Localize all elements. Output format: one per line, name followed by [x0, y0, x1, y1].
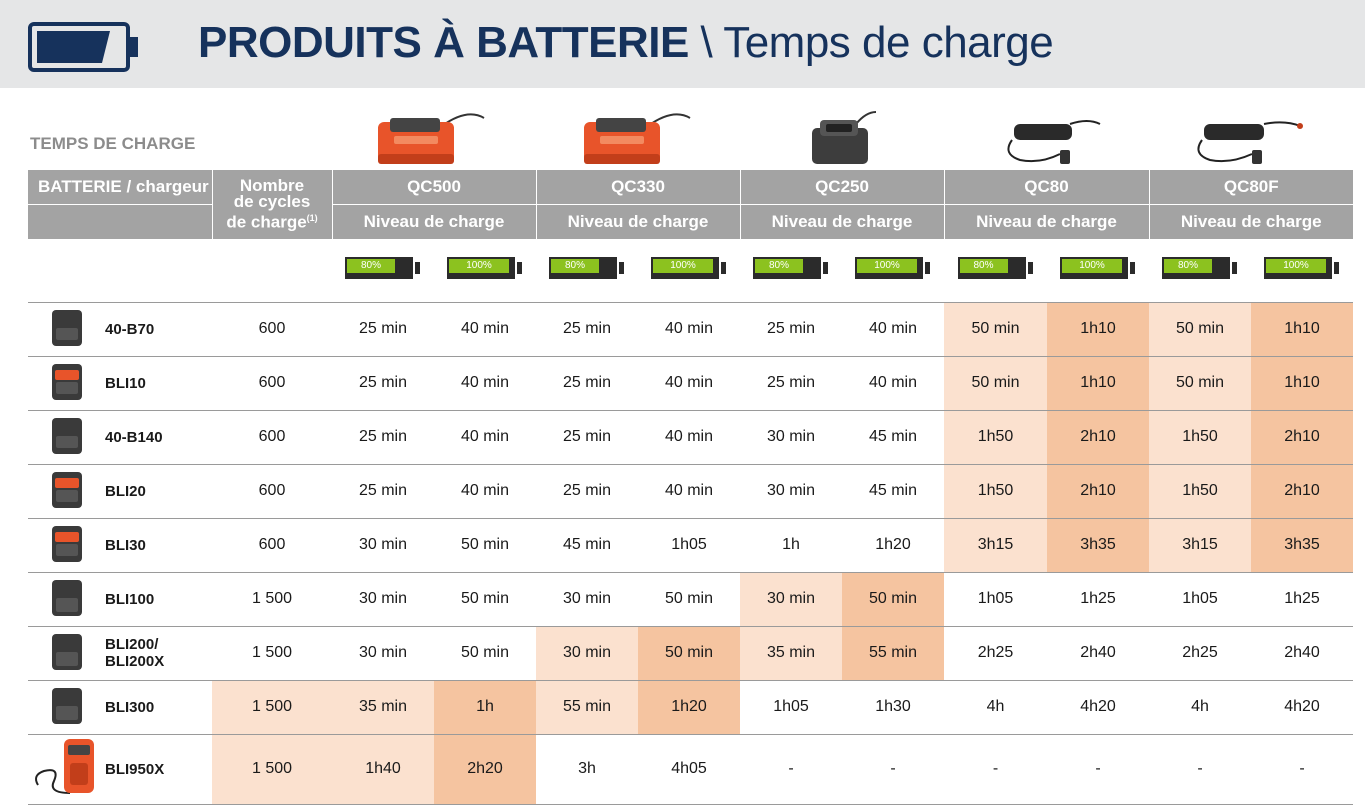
charge-time-cell: 3h15 [944, 518, 1047, 572]
charge-time-cell: 25 min [332, 410, 434, 464]
table-row [28, 356, 1353, 410]
cycles-cell: 600 [212, 464, 332, 518]
charge-level-cell [1251, 239, 1353, 302]
charge-time-cell: 1h50 [944, 464, 1047, 518]
charger-qc330-image [578, 106, 698, 168]
charge-time-cell: 25 min [536, 410, 638, 464]
charge-time-cell: 1h20 [638, 680, 740, 734]
charge-time-cell: 25 min [536, 356, 638, 410]
cycles-cell: 1 500 [212, 680, 332, 734]
charge-level-cell [434, 239, 536, 302]
charge-time-cell: 25 min [332, 464, 434, 518]
charge-time-cell: - [842, 734, 944, 804]
charge-time-cell: 2h10 [1251, 410, 1353, 464]
charge-level-cell [536, 239, 638, 302]
charge-time-cell: 40 min [842, 302, 944, 356]
charge-time-cell: 1h20 [842, 518, 944, 572]
charge-time-cell: 50 min [434, 626, 536, 680]
charge-time-cell: 1h10 [1251, 302, 1353, 356]
charge-time-cell: 2h20 [434, 734, 536, 804]
battery-level-icon [855, 257, 931, 279]
table-row [28, 302, 1353, 356]
charge-time-cell: 2h25 [1149, 626, 1251, 680]
cycles-cell: 600 [212, 302, 332, 356]
charge-level-cell [740, 239, 842, 302]
charge-time-cell: 30 min [536, 572, 638, 626]
charger-qc250-header: QC250 [740, 170, 944, 205]
charge-time-cell: 40 min [434, 464, 536, 518]
charger-qc80f-header: QC80F [1149, 170, 1353, 205]
charger-qc250-image [806, 108, 886, 170]
battery-name: BLI300 [105, 680, 212, 734]
charge-time-cell: 3h15 [1149, 518, 1251, 572]
battery-level-icon [651, 257, 727, 279]
table-row [28, 734, 1353, 804]
charge-time-cell: 25 min [332, 356, 434, 410]
level-header: Niveau de charge [536, 205, 740, 240]
battery-level-label: 100% [1266, 259, 1326, 273]
charge-time-cell: 2h40 [1047, 626, 1149, 680]
charger-qc500-image [372, 106, 492, 168]
table-row [28, 572, 1353, 626]
charge-time-cell: 1h [434, 680, 536, 734]
charge-time-cell: 1h50 [1149, 464, 1251, 518]
battery-name: BLI30 [105, 518, 212, 572]
charge-time-cell: 30 min [740, 464, 842, 518]
battery-image [28, 464, 105, 518]
charge-time-cell: 45 min [536, 518, 638, 572]
charge-time-cell: 1h10 [1047, 302, 1149, 356]
cycles-cell: 1 500 [212, 572, 332, 626]
charge-level-cell [842, 239, 944, 302]
battery-level-icon [753, 257, 829, 279]
charge-time-cell: 2h40 [1251, 626, 1353, 680]
charge-time-cell: 25 min [740, 302, 842, 356]
charge-time-cell: 25 min [536, 302, 638, 356]
charge-time-table [28, 170, 1353, 805]
cycles-cell: 600 [212, 356, 332, 410]
charge-time-cell: 1h [740, 518, 842, 572]
level-header: Niveau de charge [944, 205, 1149, 240]
charge-time-cell: 3h35 [1047, 518, 1149, 572]
charge-time-cell: 25 min [740, 356, 842, 410]
charger-qc80-image [1000, 110, 1105, 168]
charge-time-cell: 40 min [638, 464, 740, 518]
battery-name: BLI100 [105, 572, 212, 626]
charge-time-cell: 3h [536, 734, 638, 804]
battery-header-blank [28, 205, 212, 240]
battery-name: BLI10 [105, 356, 212, 410]
charge-time-cell: 40 min [638, 302, 740, 356]
charge-time-cell: 1h25 [1047, 572, 1149, 626]
charge-time-cell: 45 min [842, 410, 944, 464]
charge-time-cell: 1h05 [944, 572, 1047, 626]
battery-image [28, 626, 105, 680]
battery-level-icon [549, 257, 625, 279]
charge-time-cell: 50 min [944, 356, 1047, 410]
cycles-header: Nombre de cycles de charge$^{(1)}$ [212, 170, 332, 239]
charge-time-cell: 2h10 [1251, 464, 1353, 518]
table-row [28, 518, 1353, 572]
charge-time-cell: 50 min [638, 626, 740, 680]
charge-level-cell [1149, 239, 1251, 302]
charge-time-cell: 1h05 [638, 518, 740, 572]
battery-level-label: 80% [347, 259, 395, 273]
charge-time-cell: 4h20 [1047, 680, 1149, 734]
charge-time-cell: 1h30 [842, 680, 944, 734]
battery-image [28, 518, 105, 572]
battery-image [28, 410, 105, 464]
charge-time-cell: 35 min [740, 626, 842, 680]
charge-time-cell: 1h05 [740, 680, 842, 734]
charge-time-cell: 40 min [638, 410, 740, 464]
charge-time-cell: 50 min [434, 518, 536, 572]
charge-time-cell: 55 min [536, 680, 638, 734]
battery-level-label: 100% [449, 259, 509, 273]
charger-qc330-header: QC330 [536, 170, 740, 205]
charge-time-cell: 50 min [1149, 302, 1251, 356]
battery-image [28, 680, 105, 734]
cycles-cell: 1 500 [212, 734, 332, 804]
charge-time-cell: 3h35 [1251, 518, 1353, 572]
table-row [28, 626, 1353, 680]
charge-time-cell: 55 min [842, 626, 944, 680]
charge-time-cell: 1h10 [1047, 356, 1149, 410]
charge-time-cell: 50 min [1149, 356, 1251, 410]
battery-name: BLI20 [105, 464, 212, 518]
charge-time-cell: 4h [944, 680, 1047, 734]
battery-image [28, 302, 105, 356]
battery-level-icon [1060, 257, 1136, 279]
charge-time-cell: 30 min [332, 626, 434, 680]
battery-name: BLI950X [105, 734, 212, 804]
battery-level-icon [447, 257, 523, 279]
level-header: Niveau de charge [1149, 205, 1353, 240]
charge-time-cell: 30 min [332, 572, 434, 626]
cycles-cell: 600 [212, 518, 332, 572]
table-row [28, 464, 1353, 518]
battery-level-label: 80% [755, 259, 803, 273]
level-row-blank [28, 239, 332, 302]
charge-time-cell: - [1047, 734, 1149, 804]
charge-time-cell: 40 min [434, 410, 536, 464]
charge-level-cell [944, 239, 1047, 302]
charge-time-cell: 4h05 [638, 734, 740, 804]
charge-time-cell: 30 min [332, 518, 434, 572]
charge-time-cell: 2h25 [944, 626, 1047, 680]
charger-qc80f-image [1190, 110, 1305, 168]
charge-time-cell: 1h50 [1149, 410, 1251, 464]
charge-time-cell: 30 min [536, 626, 638, 680]
charger-qc80-header: QC80 [944, 170, 1149, 205]
battery-level-icon [1264, 257, 1340, 279]
section-label: TEMPS DE CHARGE [30, 134, 196, 153]
charge-time-cell: 40 min [434, 302, 536, 356]
charge-time-cell: 50 min [842, 572, 944, 626]
battery-name: 40-B140 [105, 410, 212, 464]
charge-time-cell: 30 min [740, 572, 842, 626]
battery-logo-icon [28, 22, 140, 72]
charge-time-cell: 50 min [944, 302, 1047, 356]
charge-time-cell: 4h [1149, 680, 1251, 734]
charge-time-cell: 30 min [740, 410, 842, 464]
charge-time-cell: 4h20 [1251, 680, 1353, 734]
battery-level-icon [1162, 257, 1238, 279]
charge-time-cell: 1h40 [332, 734, 434, 804]
charge-time-cell: 1h25 [1251, 572, 1353, 626]
battery-charger-header: BATTERIE / chargeur [28, 170, 212, 205]
table-row [28, 680, 1353, 734]
charge-time-cell: 2h10 [1047, 410, 1149, 464]
level-header: Niveau de charge [740, 205, 944, 240]
charge-time-cell: 1h10 [1251, 356, 1353, 410]
charge-level-cell [638, 239, 740, 302]
battery-level-icon [345, 257, 421, 279]
charger-qc500-header: QC500 [332, 170, 536, 205]
battery-level-label: 100% [653, 259, 713, 273]
battery-level-label: 100% [857, 259, 917, 273]
battery-level-label: 80% [551, 259, 599, 273]
battery-image [28, 572, 105, 626]
level-header: Niveau de charge [332, 205, 536, 240]
charge-level-cell [332, 239, 434, 302]
battery-level-label: 80% [1164, 259, 1212, 273]
charge-time-cell: 40 min [842, 356, 944, 410]
battery-level-label: 100% [1062, 259, 1122, 273]
charge-time-cell: 35 min [332, 680, 434, 734]
charge-time-cell: - [1149, 734, 1251, 804]
table-row [28, 410, 1353, 464]
charge-time-cell: 1h05 [1149, 572, 1251, 626]
battery-level-icon [958, 257, 1034, 279]
charge-time-cell: 50 min [638, 572, 740, 626]
cycles-cell: 600 [212, 410, 332, 464]
page-title: PRODUITS À BATTERIE \ Temps de charge [198, 18, 1054, 67]
charge-time-cell: 25 min [536, 464, 638, 518]
battery-level-label: 80% [960, 259, 1008, 273]
charge-time-cell: 50 min [434, 572, 536, 626]
charge-time-cell: 25 min [332, 302, 434, 356]
charge-level-cell [1047, 239, 1149, 302]
charge-time-cell: - [944, 734, 1047, 804]
charge-time-cell: 1h50 [944, 410, 1047, 464]
charge-time-cell: 40 min [638, 356, 740, 410]
battery-image [28, 356, 105, 410]
battery-name: 40-B70 [105, 302, 212, 356]
charge-time-cell: - [1251, 734, 1353, 804]
charge-time-cell: - [740, 734, 842, 804]
battery-image [28, 734, 105, 804]
battery-name: BLI200/ BLI200X [105, 626, 212, 680]
page-header [0, 0, 1365, 88]
charge-time-cell: 2h10 [1047, 464, 1149, 518]
charge-time-cell: 40 min [434, 356, 536, 410]
charge-time-cell: 45 min [842, 464, 944, 518]
cycles-cell: 1 500 [212, 626, 332, 680]
